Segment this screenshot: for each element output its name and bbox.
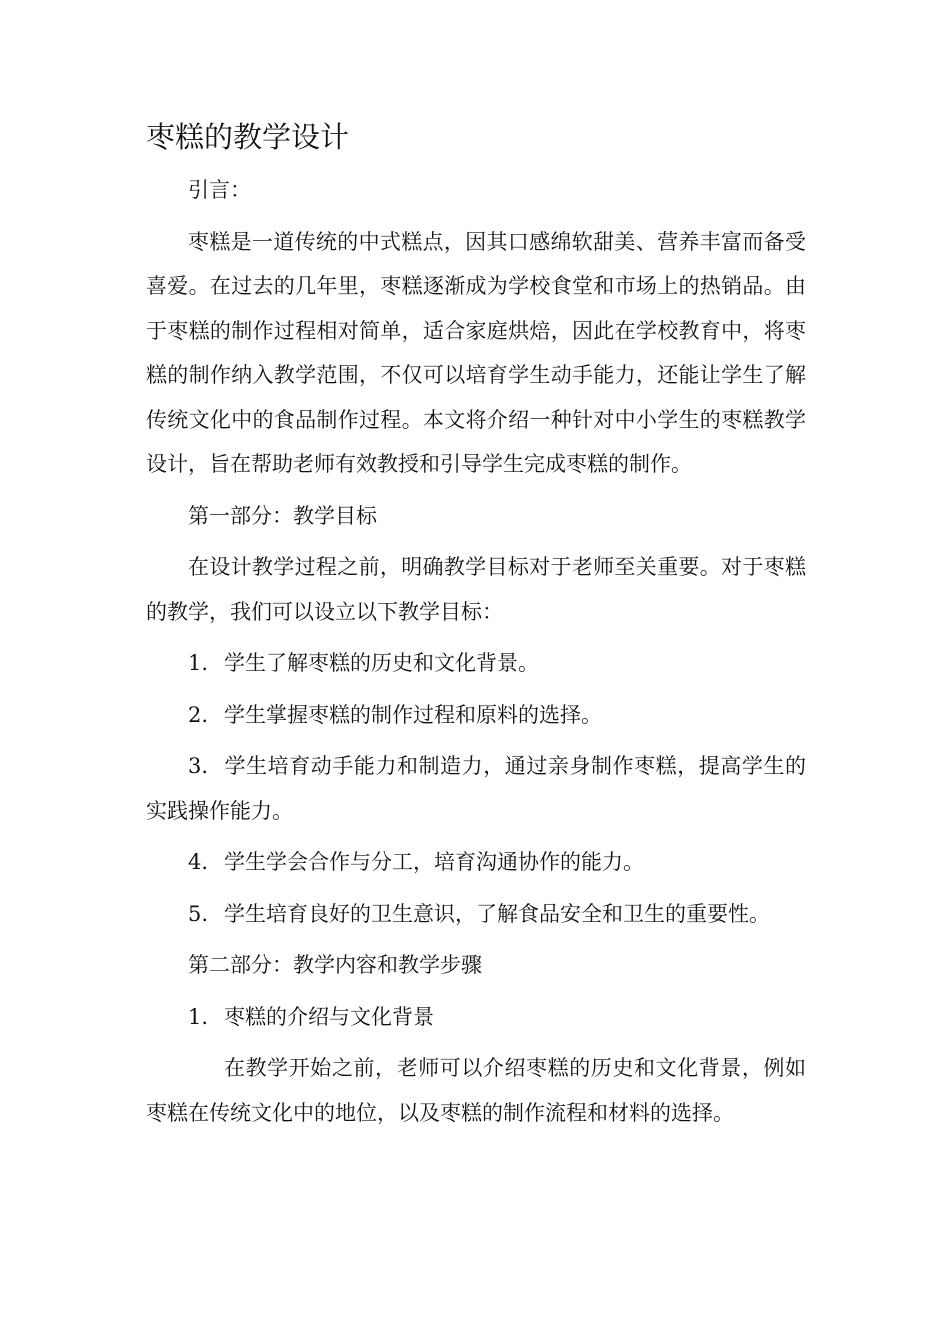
part2-heading: 第二部分：教学内容和教学步骤: [188, 953, 482, 977]
intro-heading: 引言：: [188, 178, 251, 202]
part1-paragraph: 在设计教学过程之前，明确教学目标对于老师至关重要。对于枣糕的教学，我们可以设立以下教学目标：: [146, 555, 806, 624]
goal-item-number: 1.: [188, 651, 209, 675]
goal-item-number: 5.: [188, 901, 209, 926]
goal-item-3: [146, 744, 806, 833]
subheading-number: 1.: [188, 1004, 209, 1029]
goal-item-4: [146, 840, 806, 885]
goal-item-1: [146, 641, 806, 686]
goal-item-number: 4.: [188, 850, 209, 874]
part1-heading: 第一部分：教学目标: [188, 503, 377, 528]
goal-item-text: 学生了解枣糕的历史和文化背景。: [224, 651, 539, 675]
goal-item-number: 2.: [188, 702, 209, 727]
goal-item-number: 3.: [188, 754, 209, 778]
goal-item-text: 学生掌握枣糕的制作过程和原料的选择。: [224, 702, 602, 727]
intro-paragraph: 枣糕是一道传统的中式糕点，因其口感绵软甜美、营养丰富而备受喜爱。在过去的几年里，枣糕逐渐成为学校食堂和市场上的热销品。由于枣糕的制作过程相对简单，适合家庭烘焙，因此在学校教育中，将枣糕的制作纳入教学范围，不仅可以培育学生动手能力，还能让学生了解传统文化中的食品制作过程。本文将介绍一种针对中小学生的枣糕教学设计，旨在帮助老师有效教授和引导学生完成枣糕的制作。: [146, 229, 806, 476]
part2-subheading-1: [146, 995, 806, 1040]
document-body: [146, 118, 806, 1142]
goal-item-5: [146, 892, 806, 937]
goal-item-text: 学生学会合作与分工，培育沟通协作的能力。: [224, 850, 644, 874]
goal-item-text: 学生培育良好的卫生意识，了解食品安全和卫生的重要性。: [224, 901, 770, 926]
subheading-text: 枣糕的介绍与文化背景: [224, 1004, 434, 1029]
document-title: 枣糕的教学设计: [146, 120, 350, 154]
goal-item-2: [146, 693, 806, 738]
goal-item-text: 学生培育动手能力和制造力，通过亲身制作枣糕，提高学生的实践操作能力。: [146, 754, 806, 823]
part2-sub1-paragraph: 在教学开始之前，老师可以介绍枣糕的历史和文化背景，例如枣糕在传统文化中的地位，以及枣糕的制作流程和材料的选择。: [146, 1056, 806, 1125]
